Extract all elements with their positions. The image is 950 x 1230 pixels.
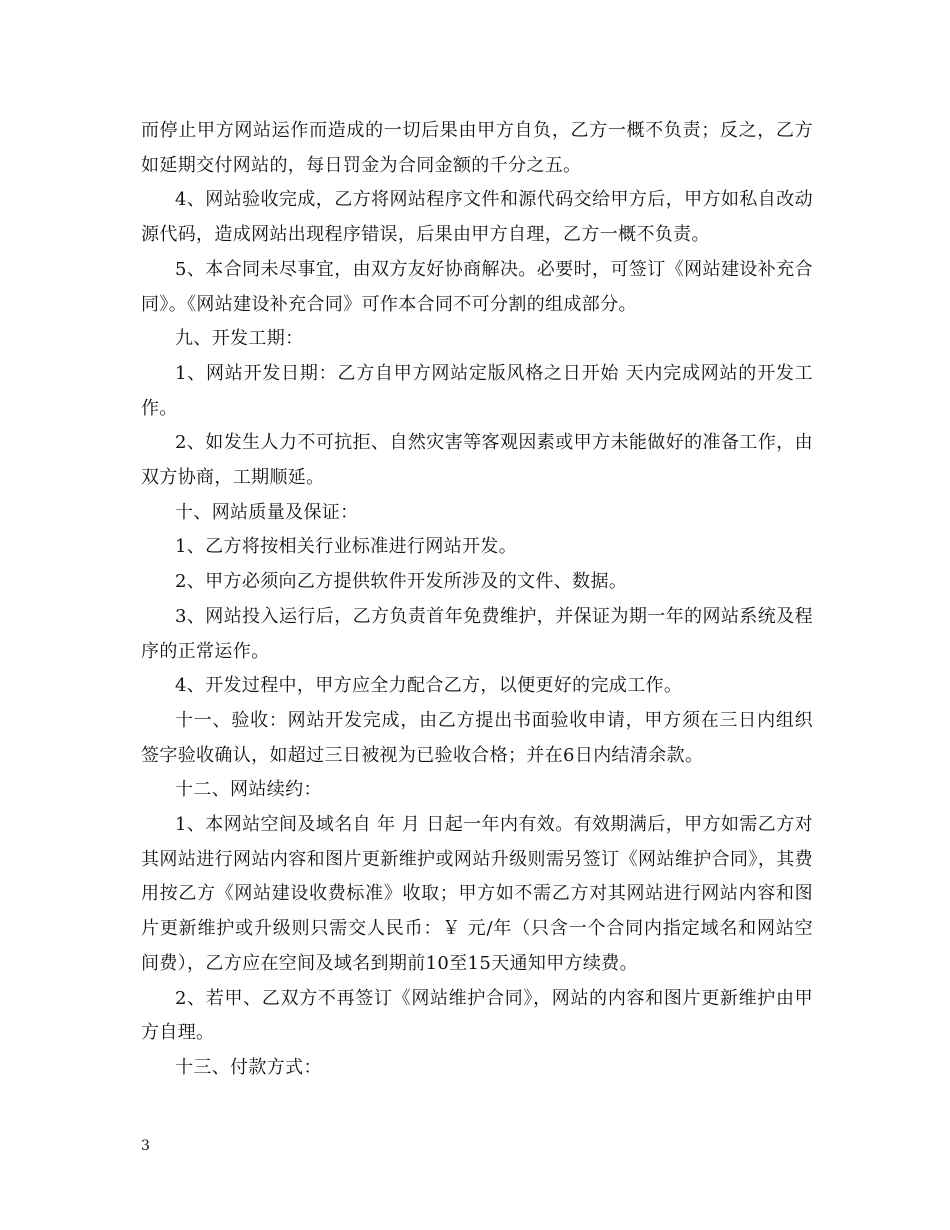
paragraph-provide-files: 2、甲方必须向乙方提供软件开发所涉及的文件、数据。 <box>175 571 628 593</box>
paragraph-continuation: 而停止甲方网站运作而造成的一切后果由甲方自负，乙方一概不负责；反之，乙方如延期交付网站的，每日罚金为合同金额的千分之五。 <box>141 120 813 176</box>
paragraph-development-date: 1、网站开发日期：乙方自甲方网站定版风格之日开始 天内完成网站的开发工作。 <box>141 362 813 419</box>
section-heading-quality: 十、网站质量及保证： <box>175 501 359 523</box>
paragraph-item-5-supplementary: 5、本合同未尽事宜，由双方友好协商解决。必要时，可签订《网站建设补充合同》。《网站建设补充合同》可作本合同不可分割的组成部分。 <box>141 258 813 315</box>
page-number: 3 <box>141 1138 150 1154</box>
paragraph-acceptance-section: 十一、验收：网站开发完成，由乙方提出书面验收申请，甲方须在三日内组织签字验收确认，如超过三日被视为已验收合格；并在6日内结清余款。 <box>141 709 813 766</box>
paragraph-item-4-acceptance: 4、网站验收完成，乙方将网站程序文件和源代码交给甲方后，甲方如私自改动源代码，造成网站出现程序错误，后果由甲方自理，乙方一概不负责。 <box>141 189 813 246</box>
paragraph-industry-standard: 1、乙方将按相关行业标准进行网站开发。 <box>175 536 518 558</box>
paragraph-no-maintenance-contract: 2、若甲、乙双方不再签订《网站维护合同》，网站的内容和图片更新维护由甲方自理。 <box>141 987 813 1044</box>
paragraph-free-maintenance: 3、网站投入运行后，乙方负责首年免费维护，并保证为期一年的网站系统及程序的正常运作。 <box>141 605 813 662</box>
paragraph-cooperation: 4、开发过程中，甲方应全力配合乙方，以便更好的完成工作。 <box>175 675 683 697</box>
section-heading-payment: 十三、付款方式： <box>175 1056 322 1078</box>
document-body <box>141 114 813 1086</box>
paragraph-delay-clause: 2、如发生人力不可抗拒、自然灾害等客观因素或甲方未能做好的准备工作，由双方协商，工期顺延。 <box>141 432 813 489</box>
section-heading-development-period: 九、开发工期： <box>175 328 304 350</box>
paragraph-renewal-terms: 1、本网站空间及域名自 年 月 日起一年内有效。有效期满后，甲方如需乙方对其网站进行网站内容和图片更新维护或网站升级则需另签订《网站维护合同》，其费用按乙方《网站建设收费标准》收取；甲方如不需乙方对其网站进行网站内容和图片更新维护或升级则只需交人民币：￥ 元/年（只含一个合同内指定域名和网站空间费），乙方应在空间及域名到期前10至15天通知甲方续费。 <box>141 814 813 974</box>
section-heading-renewal: 十二、网站续约： <box>175 779 322 801</box>
